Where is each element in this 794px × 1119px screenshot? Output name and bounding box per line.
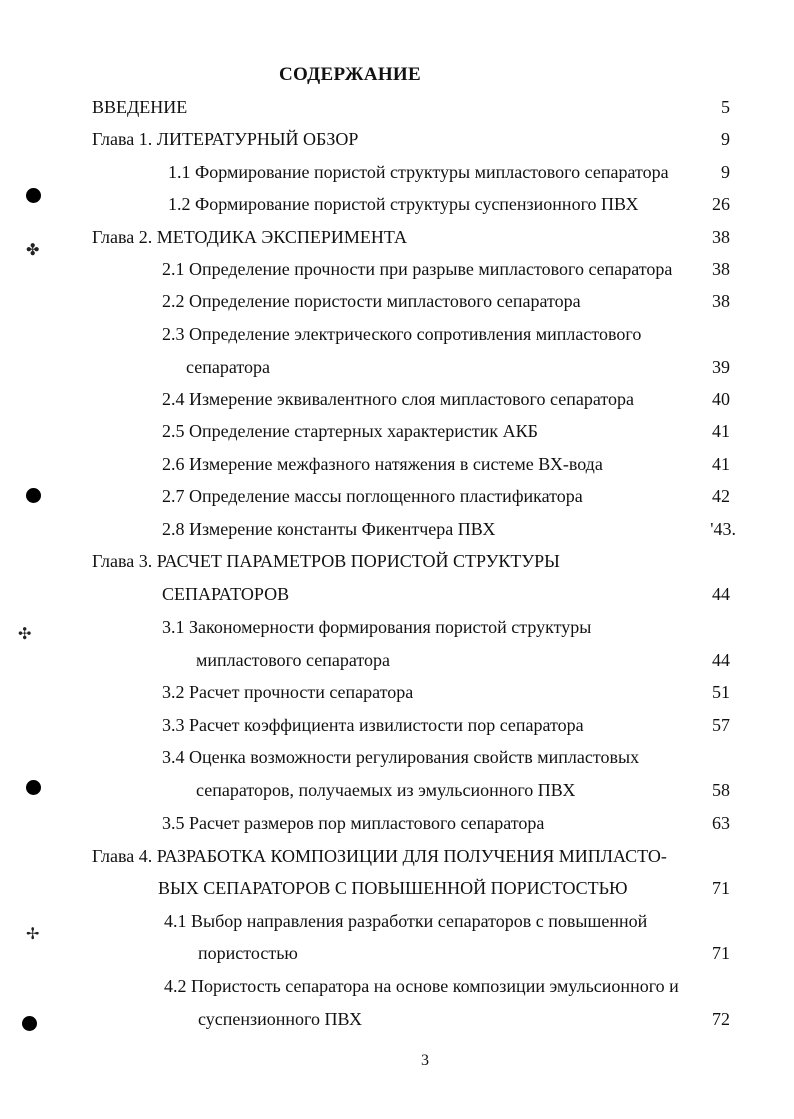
toc-page-chapter-4: 71 — [712, 878, 730, 898]
toc-entry-4-1-cont: пористостью — [198, 943, 298, 963]
toc-entry-3-1-cont: мипластового сепаратора — [196, 650, 391, 670]
toc-page-2-3: 39 — [712, 357, 730, 377]
toc-entry-3-4-cont: сепараторов, получаемых из эмульсионного ПВХ — [196, 780, 576, 800]
toc-page-3-4: 58 — [712, 780, 730, 800]
toc-page-2-6: 41 — [712, 454, 730, 474]
toc-entry-2-4: 2.4 Измерение эквивалентного слоя мипластового сепаратора — [162, 389, 634, 409]
toc-entry-2-1: 2.1 Определение прочности при разрыве мипластового сепаратора — [162, 259, 673, 279]
toc-entry-4-2-cont: суспензионного ПВХ — [198, 1009, 362, 1029]
toc-page-4-2: 72 — [712, 1009, 730, 1029]
toc-entry-2-7: 2.7 Определение массы поглощенного пластификатора — [162, 486, 583, 506]
binder-hole-dot — [26, 488, 41, 503]
toc-page-3-2: 51 — [712, 682, 730, 702]
toc-page-3-3: 57 — [712, 715, 730, 735]
toc-entry-chapter-4-cont: ВЫХ СЕПАРАТОРОВ С ПОВЫШЕННОЙ ПОРИСТОСТЬЮ — [158, 878, 628, 898]
toc-page-2-7: 42 — [712, 486, 730, 506]
scan-smudge-mark: ✢ — [26, 926, 40, 943]
toc-entry-3-5: 3.5 Расчет размеров пор мипластового сепаратора — [162, 813, 545, 833]
toc-page-3-5: 63 — [712, 813, 730, 833]
toc-page-3-1: 44 — [712, 650, 730, 670]
toc-entry-2-6: 2.6 Измерение межфазного натяжения в системе ВХ-вода — [162, 454, 603, 474]
toc-entry-3-2: 3.2 Расчет прочности сепаратора — [162, 682, 414, 702]
toc-page-chapter-1: 9 — [721, 129, 730, 149]
binder-hole-dot — [22, 1016, 37, 1031]
toc-page-2-8: '43. — [710, 519, 736, 539]
scan-smudge-mark: ✣ — [18, 626, 32, 643]
toc-entry-2-2: 2.2 Определение пористости мипластового сепаратора — [162, 291, 581, 311]
toc-entry-4-2: 4.2 Пористость сепаратора на основе композиции эмульсионного и — [164, 976, 679, 996]
toc-entry-introduction: ВВЕДЕНИЕ — [92, 97, 188, 117]
toc-page-2-1: 38 — [712, 259, 730, 279]
toc-entry-chapter-3: Глава 3. РАСЧЕТ ПАРАМЕТРОВ ПОРИСТОЙ СТРУКТУРЫ — [92, 551, 560, 571]
toc-entry-4-1: 4.1 Выбор направления разработки сепараторов с повышенной — [164, 911, 648, 931]
toc-entry-2-8: 2.8 Измерение константы Фикентчера ПВХ — [162, 519, 496, 539]
toc-page-2-2: 38 — [712, 291, 730, 311]
page-number: 3 — [421, 1052, 429, 1069]
toc-entry-1-2: 1.2 Формирование пористой структуры суспензионного ПВХ — [168, 194, 639, 214]
scan-smudge-mark: ✤ — [26, 242, 40, 259]
binder-hole-dot — [26, 188, 41, 203]
toc-page-chapter-3: 44 — [712, 584, 730, 604]
toc-page-2-4: 40 — [712, 389, 730, 409]
page-title: СОДЕРЖАНИЕ — [279, 64, 421, 85]
toc-entry-chapter-1: Глава 1. ЛИТЕРАТУРНЫЙ ОБЗОР — [92, 129, 359, 149]
toc-page-introduction: 5 — [721, 97, 730, 117]
toc-page-1-2: 26 — [712, 194, 730, 214]
toc-entry-2-3-cont: сепаратора — [186, 357, 270, 377]
toc-entry-2-3: 2.3 Определение электрического сопротивления мипластового — [162, 324, 642, 344]
toc-entry-chapter-4: Глава 4. РАЗРАБОТКА КОМПОЗИЦИИ ДЛЯ ПОЛУЧЕНИЯ МИПЛАСТО- — [92, 846, 667, 866]
toc-page-chapter-2: 38 — [712, 227, 730, 247]
toc-entry-3-3: 3.3 Расчет коэффициента извилистости пор сепаратора — [162, 715, 584, 735]
toc-page-1-1: 9 — [721, 162, 730, 182]
binder-hole-dot — [26, 780, 41, 795]
toc-entry-chapter-2: Глава 2. МЕТОДИКА ЭКСПЕРИМЕНТА — [92, 227, 407, 247]
toc-entry-1-1: 1.1 Формирование пористой структуры мипластового сепаратора — [168, 162, 669, 182]
toc-entry-chapter-3-cont: СЕПАРАТОРОВ — [162, 584, 290, 604]
toc-entry-2-5: 2.5 Определение стартерных характеристик АКБ — [162, 421, 538, 441]
toc-page-2-5: 41 — [712, 421, 730, 441]
toc-entry-3-4: 3.4 Оценка возможности регулирования свойств мипластовых — [162, 747, 640, 767]
toc-page-4-1: 71 — [712, 943, 730, 963]
toc-entry-3-1: 3.1 Закономерности формирования пористой структуры — [162, 617, 592, 637]
